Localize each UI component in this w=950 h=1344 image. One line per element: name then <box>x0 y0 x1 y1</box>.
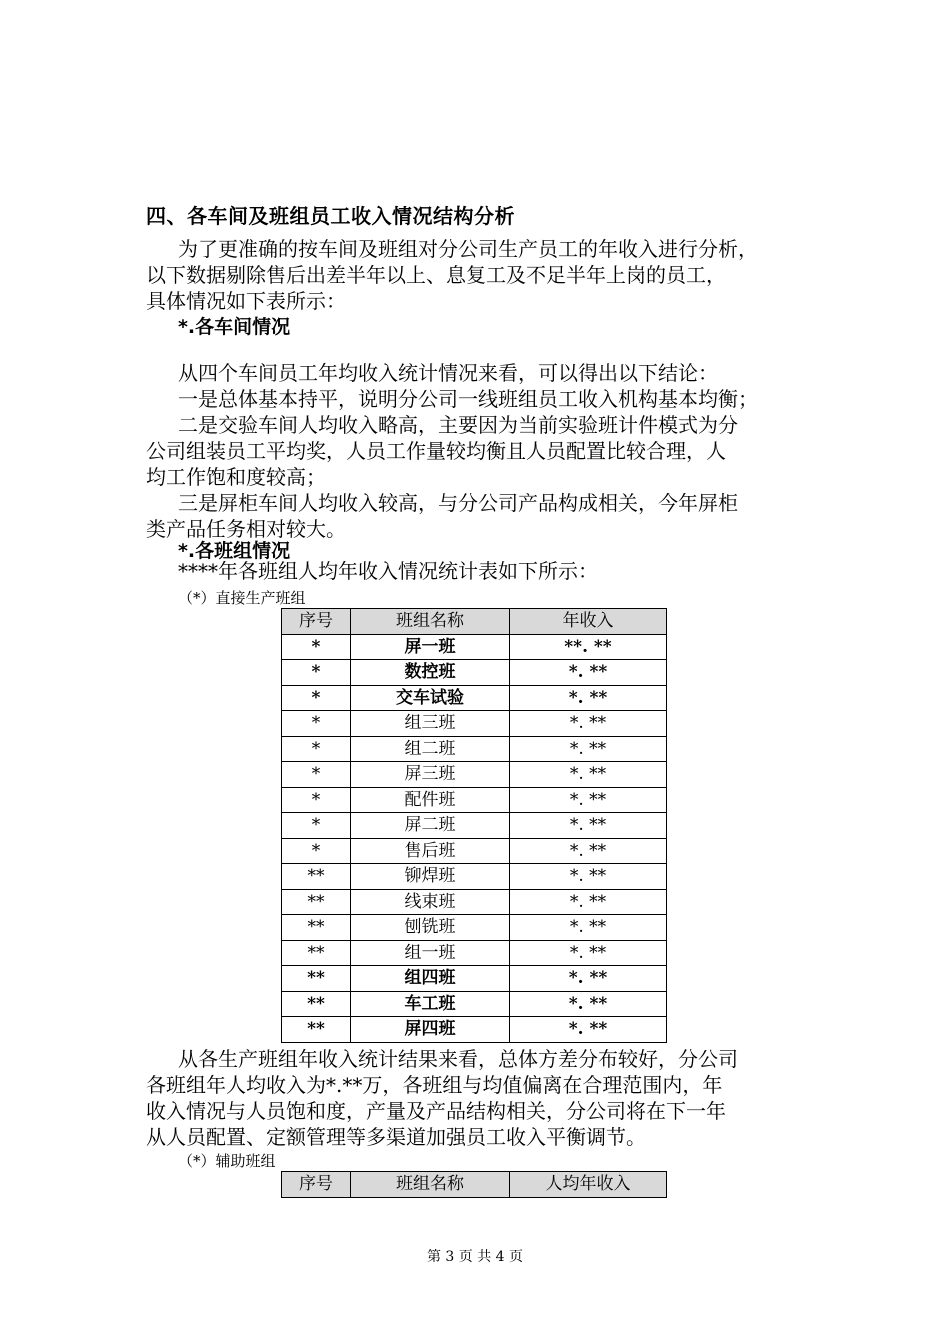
cell-income: *. ** <box>510 660 667 686</box>
team-intro <box>178 558 848 584</box>
table-row <box>282 660 667 686</box>
conclusion-line: 三是屏柜车间人均收入较高，与分公司产品构成相关，今年屏柜 <box>178 491 738 515</box>
aux-table-caption: （*）辅助班组 <box>178 1152 276 1170</box>
team-heading: *.各班组情况 <box>178 540 291 562</box>
cell-no: ** <box>282 991 351 1017</box>
table-row <box>282 1017 667 1043</box>
summary-line: 各班组年人均收入为*.**万，各班组与均值偏离在合理范围内，年 <box>146 1073 723 1097</box>
header-no: 序号 <box>282 1172 351 1198</box>
cell-team-name: 售后班 <box>351 838 510 864</box>
header-avg-income: 人均年收入 <box>510 1172 667 1198</box>
table-row <box>282 711 667 737</box>
cell-no: ** <box>282 889 351 915</box>
summary-line: 收入情况与人员饱和度，产量及产品结构相关，分公司将在下一年 <box>146 1099 726 1123</box>
cell-income: *. ** <box>510 762 667 788</box>
cell-team-name: 刨铣班 <box>351 915 510 941</box>
workshop-heading: *.各车间情况 <box>178 316 291 338</box>
cell-no: * <box>282 838 351 864</box>
cell-team-name: 组三班 <box>351 711 510 737</box>
cell-no: ** <box>282 940 351 966</box>
cell-income: *. ** <box>510 711 667 737</box>
table-row <box>282 813 667 839</box>
table-row <box>282 787 667 813</box>
cell-team-name: 配件班 <box>351 787 510 813</box>
conclusion-line: 均工作饱和度较高； <box>146 465 326 489</box>
cell-team-name: 交车试验 <box>351 685 510 711</box>
cell-income: **. ** <box>510 634 667 660</box>
cell-no: * <box>282 711 351 737</box>
summary-line: 从各生产班组年收入统计结果来看，总体方差分布较好，分公司 <box>178 1047 738 1071</box>
cell-no: * <box>282 762 351 788</box>
conclusions-paragraph <box>146 360 816 542</box>
cell-income: *. ** <box>510 1017 667 1043</box>
conclusion-line: 类产品任务相对较大。 <box>146 517 346 541</box>
cell-no: * <box>282 813 351 839</box>
summary-paragraph <box>146 1046 816 1150</box>
table-row <box>282 915 667 941</box>
cell-income: *. ** <box>510 991 667 1017</box>
cell-income: *. ** <box>510 940 667 966</box>
cell-team-name: 屏四班 <box>351 1017 510 1043</box>
table-row <box>282 966 667 992</box>
page-footer: 第 3 页 共 4 页 <box>426 1249 524 1265</box>
cell-no: ** <box>282 864 351 890</box>
cell-no: * <box>282 736 351 762</box>
cell-income: *. ** <box>510 966 667 992</box>
direct-production-table <box>281 608 667 1043</box>
cell-team-name: 屏二班 <box>351 813 510 839</box>
cell-no: * <box>282 787 351 813</box>
cell-no: ** <box>282 966 351 992</box>
intro-line: 以下数据剔除售后出差半年以上、息复工及不足半年上岗的员工， <box>146 263 726 287</box>
table-row <box>282 736 667 762</box>
cell-team-name: 组四班 <box>351 966 510 992</box>
cell-team-name: 组二班 <box>351 736 510 762</box>
summary-line: 从人员配置、定额管理等多渠道加强员工收入平衡调节。 <box>146 1125 646 1149</box>
conclusion-line: 二是交验车间人均收入略高，主要因为当前实验班计件模式为分 <box>178 413 738 437</box>
table-row <box>282 864 667 890</box>
cell-no: * <box>282 685 351 711</box>
cell-income: *. ** <box>510 915 667 941</box>
intro-line: 具体情况如下表所示： <box>146 289 346 313</box>
cell-team-name: 屏一班 <box>351 634 510 660</box>
header-team-name: 班组名称 <box>351 1172 510 1198</box>
header-no: 序号 <box>282 609 351 635</box>
conclusion-line: 公司组装员工平均奖，人员工作量较均衡且人员配置比较合理，人 <box>146 439 726 463</box>
cell-team-name: 铆焊班 <box>351 864 510 890</box>
cell-no: * <box>282 660 351 686</box>
cell-team-name: 车工班 <box>351 991 510 1017</box>
cell-income: *. ** <box>510 685 667 711</box>
cell-no: * <box>282 634 351 660</box>
cell-income: *. ** <box>510 736 667 762</box>
cell-team-name: 线束班 <box>351 889 510 915</box>
table-row <box>282 940 667 966</box>
table-row <box>282 634 667 660</box>
table-header-row <box>282 1172 667 1198</box>
table-row <box>282 685 667 711</box>
table-row <box>282 762 667 788</box>
table-row <box>282 991 667 1017</box>
cell-income: *. ** <box>510 787 667 813</box>
cell-income: *. ** <box>510 864 667 890</box>
intro-line: 为了更准确的按车间及班组对分公司生产员工的年收入进行分析， <box>178 237 758 261</box>
cell-team-name: 组一班 <box>351 940 510 966</box>
table-row <box>282 889 667 915</box>
auxiliary-team-table <box>281 1171 667 1198</box>
conclusion-line: 一是总体基本持平，说明分公司一线班组员工收入机构基本均衡； <box>178 387 758 411</box>
cell-team-name: 数控班 <box>351 660 510 686</box>
cell-team-name: 屏三班 <box>351 762 510 788</box>
cell-income: *. ** <box>510 889 667 915</box>
table-row <box>282 838 667 864</box>
table-header-row <box>282 609 667 635</box>
cell-no: ** <box>282 1017 351 1043</box>
cell-income: *. ** <box>510 838 667 864</box>
cell-no: ** <box>282 915 351 941</box>
section-heading: 四、各车间及班组员工收入情况结构分析 <box>146 204 515 228</box>
header-income: 年收入 <box>510 609 667 635</box>
cell-income: *. ** <box>510 813 667 839</box>
header-team-name: 班组名称 <box>351 609 510 635</box>
conclusion-line: 从四个车间员工年均收入统计情况来看，可以得出以下结论： <box>178 361 718 385</box>
intro-paragraph <box>146 236 816 314</box>
direct-table-caption: （*）直接生产班组 <box>178 589 306 607</box>
team-intro-line: ****年各班组人均年收入情况统计表如下所示： <box>178 559 598 583</box>
